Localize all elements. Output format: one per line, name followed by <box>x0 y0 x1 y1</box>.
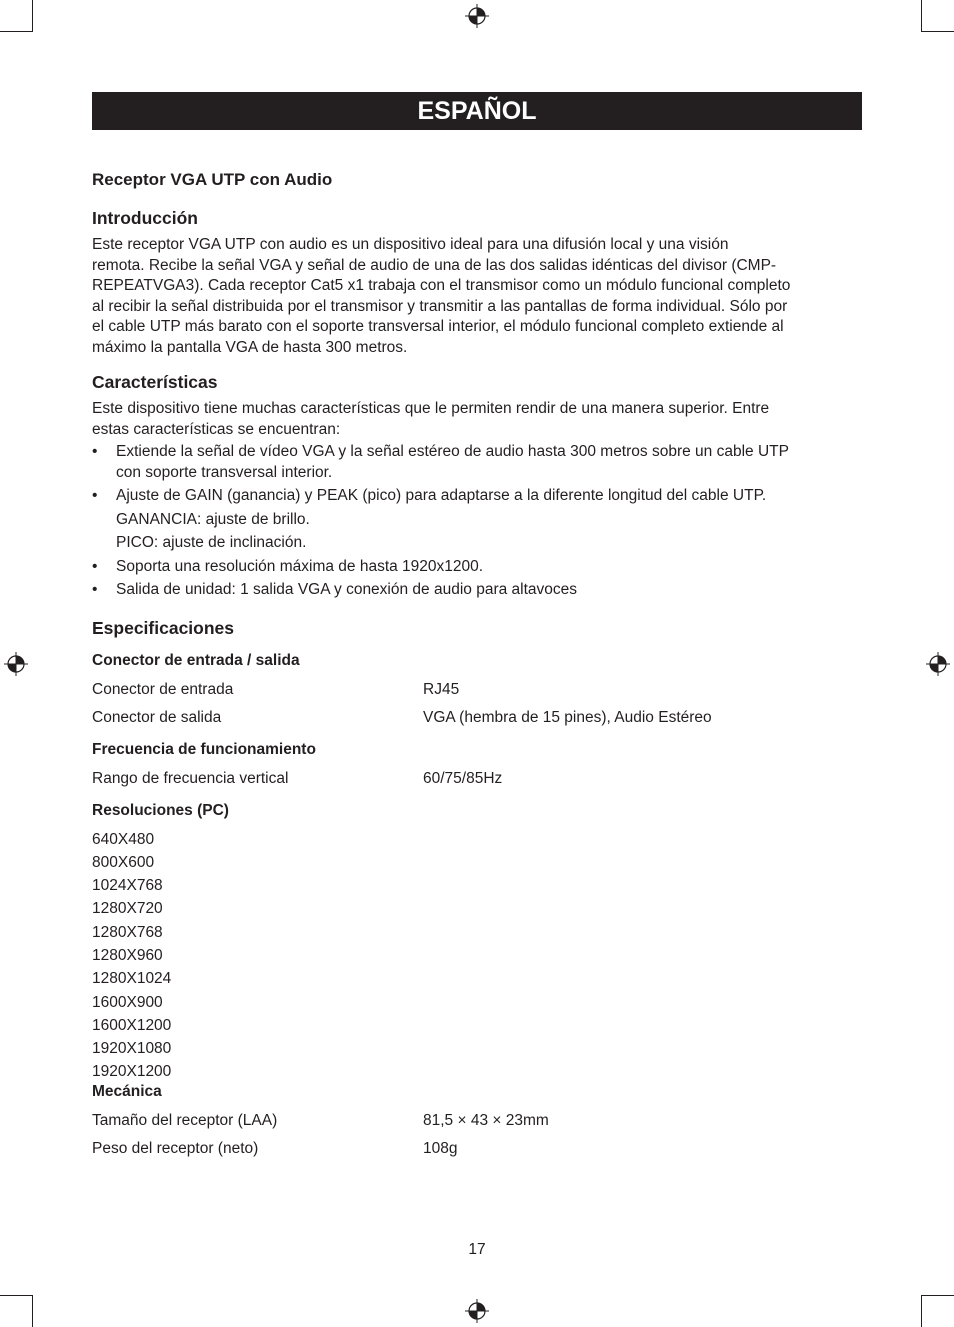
crop-mark-bottom-right-v <box>921 1295 922 1327</box>
spec-group-mechanical: Mecánica <box>92 1082 162 1100</box>
spec-group-frequency: Frecuencia de funcionamiento <box>92 740 316 758</box>
list-item-text: con soporte transversal interior. <box>116 463 333 481</box>
document-title: Receptor VGA UTP con Audio <box>92 170 333 189</box>
intro-line: máximo la pantalla VGA de hasta 300 metros. <box>92 338 408 356</box>
resolution-item: 1280X960 <box>92 946 163 964</box>
features-heading: Características <box>92 372 218 392</box>
registration-mark-icon <box>465 4 489 28</box>
crop-mark-bottom-right-h <box>922 1295 954 1296</box>
registration-mark-icon <box>4 652 28 676</box>
features-list <box>92 442 862 601</box>
list-item <box>92 442 862 483</box>
resolution-item: 1024X768 <box>92 877 163 895</box>
list-item <box>92 486 862 554</box>
bullet-icon: • <box>92 443 98 460</box>
spec-label: Tamaño del receptor (LAA) <box>92 1111 278 1129</box>
crop-mark-top-left-v <box>32 0 33 32</box>
registration-mark-icon <box>926 652 950 676</box>
list-item <box>92 580 862 601</box>
intro-line: al recibir la señal distribuida por el transmisor y transmitir a las pantallas de forma individual. Sólo por <box>92 297 788 315</box>
list-item-text: Soporta una resolución máxima de hasta 1920x1200. <box>116 557 484 575</box>
spec-label: Conector de entrada <box>92 680 234 698</box>
intro-heading: Introducción <box>92 208 198 228</box>
features-intro <box>92 399 862 440</box>
bullet-icon: • <box>92 557 98 575</box>
resolution-item: 1920X1200 <box>92 1063 172 1081</box>
list-item-text: Extiende la señal de vídeo VGA y la señal estéreo de audio hasta 300 metros sobre un cable UTP <box>116 443 789 460</box>
spec-value: VGA (hembra de 15 pines), Audio Estéreo <box>423 708 712 726</box>
spec-label: Conector de salida <box>92 708 222 726</box>
features-intro-line: Este dispositivo tiene muchas características que le permiten rendir de una manera superior. Entre <box>92 400 770 417</box>
spec-row <box>92 708 862 728</box>
list-item-text: Salida de unidad: 1 salida VGA y conexión de audio para altavoces <box>116 581 578 598</box>
list-item-subtext: GANANCIA: ajuste de brillo. <box>116 510 310 528</box>
intro-line: Este receptor VGA UTP con audio es un dispositivo ideal para una difusión local y una visión <box>92 236 729 253</box>
spec-row <box>92 1139 862 1159</box>
bullet-icon: • <box>92 487 98 504</box>
spec-row <box>92 680 862 700</box>
intro-line: el cable UTP más barato con el soporte transversal interior, el módulo funcional completo extiende al <box>92 318 784 335</box>
registration-mark-icon <box>465 1299 489 1323</box>
intro-line: remota. Recibe la señal VGA y señal de audio de una de las dos salidas idénticas del divisor (CMP- <box>92 256 777 274</box>
specs-heading: Especificaciones <box>92 617 235 638</box>
page-number: 17 <box>468 1241 486 1258</box>
crop-mark-top-right-h <box>922 31 954 32</box>
resolution-item: 1280X1024 <box>92 970 172 988</box>
spec-label: Rango de frecuencia vertical <box>92 769 289 787</box>
spec-row <box>92 769 862 789</box>
resolution-item: 1600X1200 <box>92 1016 172 1034</box>
resolution-list <box>92 828 862 1084</box>
spec-label: Peso del receptor (neto) <box>92 1139 259 1157</box>
features-section <box>92 372 862 601</box>
bullet-icon: • <box>92 581 98 598</box>
resolution-item: 1920X1080 <box>92 1040 172 1058</box>
spec-value: 108g <box>423 1139 458 1157</box>
page-content <box>92 170 862 1167</box>
spec-value: RJ45 <box>423 680 460 698</box>
resolution-item: 1280X720 <box>92 900 163 918</box>
resolution-item: 1600X900 <box>92 993 163 1011</box>
resolution-item: 640X480 <box>92 830 155 848</box>
language-header: ESPAÑOL <box>92 92 862 130</box>
list-item-subtext: PICO: ajuste de inclinación. <box>116 534 307 551</box>
spec-value: 60/75/85Hz <box>423 769 503 787</box>
list-item <box>92 557 862 578</box>
spec-row <box>92 1111 862 1131</box>
spec-group-resolutions: Resoluciones (PC) <box>92 801 229 819</box>
intro-section <box>92 208 862 358</box>
crop-mark-bottom-left-h <box>0 1295 32 1296</box>
resolution-item: 800X600 <box>92 853 155 871</box>
spec-value: 81,5 × 43 × 23mm <box>423 1111 549 1129</box>
spec-group-connectors: Conector de entrada / salida <box>92 651 300 669</box>
list-item-text: Ajuste de GAIN (ganancia) y PEAK (pico) para adaptarse a la diferente longitud del cable UTP. <box>116 487 767 504</box>
resolution-item: 1280X768 <box>92 923 163 941</box>
features-intro-line: estas características se encuentran: <box>92 420 341 438</box>
intro-line: REPEATVGA3). Cada receptor Cat5 x1 trabaja con el transmisor como un módulo funcional completo <box>92 277 791 294</box>
crop-mark-top-left-h <box>0 31 32 32</box>
specs-section <box>92 618 862 1159</box>
crop-mark-top-right-v <box>921 0 922 32</box>
intro-paragraph <box>92 235 862 358</box>
crop-mark-bottom-left-v <box>32 1295 33 1327</box>
